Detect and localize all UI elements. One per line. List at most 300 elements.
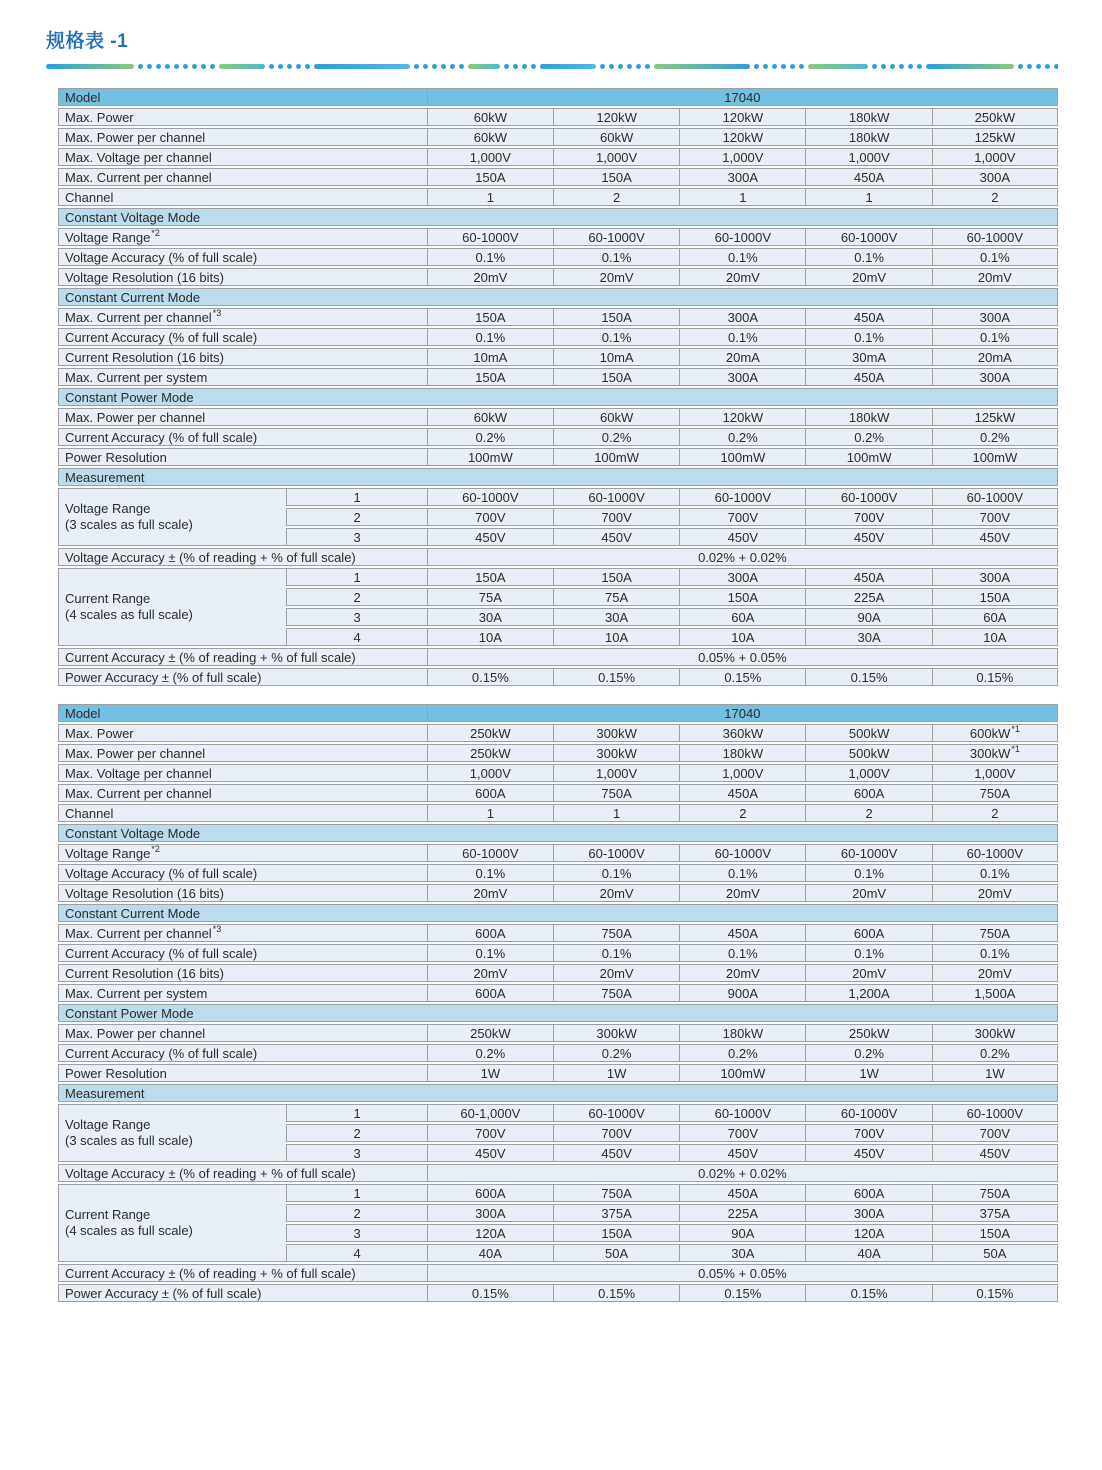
table-row <box>58 568 1058 586</box>
spec-value <box>679 1104 805 1122</box>
spec-value <box>932 1184 1058 1202</box>
spec-value <box>553 964 679 982</box>
spec-value-text: 600A <box>475 925 506 941</box>
row-label-text: Max. Current per channel <box>65 785 212 801</box>
spec-value <box>805 1284 931 1302</box>
spec-value-text: 1 <box>486 805 494 821</box>
row-label <box>58 784 427 802</box>
spec-value <box>427 764 553 782</box>
divider-dot <box>138 64 143 69</box>
spec-value <box>932 408 1058 426</box>
spec-value-text: 1,000V <box>722 765 764 781</box>
row-label-text: Current Accuracy (% of full scale) <box>65 429 258 445</box>
spec-value-text: 0.1% <box>854 945 884 961</box>
table-row <box>58 188 1058 206</box>
spec-value <box>427 628 553 646</box>
spec-value <box>427 1024 553 1042</box>
spec-value-text: 0.2% <box>728 429 758 445</box>
footnote-marker: *1 <box>1011 744 1020 755</box>
spec-value-text: 20mV <box>725 885 760 901</box>
row-label <box>58 668 427 686</box>
spec-value-text: 150A <box>727 589 759 605</box>
spec-value <box>805 348 931 366</box>
spec-value <box>932 1024 1058 1042</box>
section-header <box>58 288 1058 306</box>
spec-value-text: 60-1000V <box>588 229 645 245</box>
spec-value-text: 0.15% <box>598 1285 636 1301</box>
table-row <box>58 824 1058 842</box>
spec-value <box>679 448 805 466</box>
spec-value <box>932 368 1058 386</box>
row-sublabel-text: (3 scales as full scale) <box>65 517 193 532</box>
spec-value <box>679 268 805 286</box>
spec-value-text: 150A <box>601 569 632 585</box>
spec-value <box>932 268 1058 286</box>
spec-value <box>553 488 679 506</box>
table-row <box>58 348 1058 366</box>
spec-value <box>427 1264 1058 1282</box>
spec-value <box>805 784 931 802</box>
spec-value-text: 30A <box>731 1245 755 1261</box>
spec-value-text: 0.1% <box>601 329 632 345</box>
table-row <box>58 408 1058 426</box>
spec-value-text: 700V <box>475 509 506 525</box>
spec-value <box>427 348 553 366</box>
table-row <box>58 1164 1058 1182</box>
scale-number <box>286 568 426 586</box>
spec-value <box>427 588 553 606</box>
row-label <box>58 844 427 862</box>
spec-value <box>805 668 931 686</box>
spec-value <box>427 864 553 882</box>
spec-value <box>553 588 679 606</box>
spec-value-text: 300A <box>979 169 1011 185</box>
row-label-text: Max. Current per channel <box>65 925 212 941</box>
spec-value-text: 1,000V <box>848 149 890 165</box>
spec-value <box>932 884 1058 902</box>
row-label-text: Voltage Accuracy ± (% of reading + % of full scale) <box>65 549 356 565</box>
spec-value-text: 500kW <box>848 745 890 761</box>
spec-value <box>427 1144 553 1162</box>
spec-value <box>679 368 805 386</box>
spec-value <box>679 1024 805 1042</box>
table-row <box>58 448 1058 466</box>
spec-value-text: 500kW <box>848 725 890 741</box>
table-row <box>58 724 1058 742</box>
spec-value-text: 0.1% <box>854 865 884 881</box>
table-row <box>58 368 1058 386</box>
spec-value <box>679 1244 805 1262</box>
section-header-text: Constant Voltage Mode <box>65 825 201 841</box>
spec-value-text: 600A <box>475 985 506 1001</box>
spec-value <box>679 508 805 526</box>
spec-value-text: 300A <box>727 169 759 185</box>
row-label-text: Current Accuracy (% of full scale) <box>65 1045 258 1061</box>
spec-value-text: 60-1000V <box>462 489 519 505</box>
spec-value-text: 20mV <box>473 885 508 901</box>
spec-value <box>553 188 679 206</box>
spec-value <box>553 784 679 802</box>
spec-value <box>427 168 553 186</box>
divider-dot <box>1036 64 1041 69</box>
spec-value-text: 120kW <box>722 109 764 125</box>
row-label-text: Max. Power per channel <box>65 1025 206 1041</box>
spec-value-text: 0.02% + 0.02% <box>698 1165 787 1181</box>
spec-value <box>427 1184 553 1202</box>
spec-value-text: 360kW <box>722 725 764 741</box>
spec-table-2 <box>58 702 1058 1304</box>
row-label-text: Power Accuracy ± (% of full scale) <box>65 1285 262 1301</box>
footnote-marker: *3 <box>212 924 222 935</box>
spec-value-text: 60kW <box>599 409 634 425</box>
spec-value-text: 60-1000V <box>588 489 645 505</box>
table-row <box>58 1084 1058 1102</box>
tables-container <box>58 86 1058 1304</box>
spec-value <box>805 628 931 646</box>
divider-dot <box>201 64 206 69</box>
spec-value <box>679 168 805 186</box>
spec-value-text: 1 <box>739 189 747 205</box>
spec-value <box>427 1044 553 1062</box>
row-label <box>58 704 427 722</box>
spec-value-text: 30A <box>605 609 629 625</box>
row-label <box>58 1064 427 1082</box>
spec-value <box>932 328 1058 346</box>
row-label <box>58 448 427 466</box>
spec-value <box>553 228 679 246</box>
spec-value-text: 20mV <box>852 965 887 981</box>
row-label <box>58 884 427 902</box>
row-label-text: Max. Voltage per channel <box>65 765 212 781</box>
section-header <box>58 468 1058 486</box>
spec-value <box>427 228 553 246</box>
spec-value <box>805 248 931 266</box>
spec-value <box>553 108 679 126</box>
row-label-text: Max. Current per system <box>65 985 208 1001</box>
spec-value-text: 300A <box>979 309 1011 325</box>
row-label-text: Voltage Accuracy ± (% of reading + % of full scale) <box>65 1165 356 1181</box>
spec-value <box>932 528 1058 546</box>
spec-value-text: 450A <box>853 309 885 325</box>
divider-dot <box>600 64 605 69</box>
spec-value <box>553 944 679 962</box>
table-row <box>58 648 1058 666</box>
spec-value <box>805 1104 931 1122</box>
spec-value <box>805 764 931 782</box>
section-header-text: Constant Current Mode <box>65 905 201 921</box>
row-label <box>58 108 427 126</box>
spec-value-text: 300A <box>853 1205 885 1221</box>
spec-value-text: 20mV <box>725 965 760 981</box>
spec-value <box>553 1124 679 1142</box>
spec-value <box>932 1224 1058 1242</box>
spec-value <box>805 1244 931 1262</box>
divider-dot <box>269 64 274 69</box>
spec-value <box>427 488 553 506</box>
spec-value-text: 40A <box>857 1245 881 1261</box>
divider-dot <box>618 64 623 69</box>
spec-value-text: 0.1% <box>854 329 884 345</box>
spec-value-text: 700V <box>475 1125 506 1141</box>
row-label-text: Current Range <box>65 591 151 607</box>
spec-value-text: 50A <box>983 1245 1007 1261</box>
spec-value-text: 60-1000V <box>966 845 1024 861</box>
spec-value <box>427 648 1058 666</box>
spec-value <box>805 168 931 186</box>
spec-value-text: 0.1% <box>980 329 1010 345</box>
divider-dot <box>790 64 795 69</box>
spec-value-text: 180kW <box>722 1025 764 1041</box>
spec-value <box>805 1064 931 1082</box>
section-header <box>58 1084 1058 1102</box>
row-label <box>58 764 427 782</box>
spec-value <box>553 1244 679 1262</box>
spec-value-text: 450A <box>727 925 759 941</box>
spec-value <box>679 108 805 126</box>
row-label <box>58 148 427 166</box>
spec-value-text: 0.1% <box>980 945 1010 961</box>
row-label <box>58 168 427 186</box>
section-header-text: Constant Current Mode <box>65 289 201 305</box>
spec-value <box>427 148 553 166</box>
spec-value <box>427 268 553 286</box>
scale-number-text: 3 <box>353 529 361 545</box>
divider-dot <box>899 64 904 69</box>
spec-value-text: 0.15% <box>724 1285 762 1301</box>
scale-number-text: 1 <box>353 1185 361 1201</box>
spec-value-text: 30A <box>857 629 881 645</box>
spec-value-text: 150A <box>601 309 632 325</box>
table-row <box>58 388 1058 406</box>
spec-value-text: 100mW <box>594 449 639 465</box>
spec-value <box>805 148 931 166</box>
section-header-text: Measurement <box>65 1085 145 1101</box>
spec-value-text: 600A <box>475 785 506 801</box>
spec-value-text: 20mV <box>977 885 1012 901</box>
spec-value-text: 1,000V <box>596 765 638 781</box>
spec-value-text: 300kW <box>596 745 637 761</box>
table-row <box>58 488 1058 506</box>
spec-value-text: 60-1000V <box>588 845 645 861</box>
spec-value-text: 750A <box>601 985 632 1001</box>
spec-value-text: 30mA <box>852 349 887 365</box>
spec-value <box>553 448 679 466</box>
spec-value <box>427 188 553 206</box>
footnote-marker: *3 <box>212 308 222 319</box>
spec-value-text: 1 <box>612 805 621 821</box>
row-label-text: Max. Power per channel <box>65 409 206 425</box>
row-label-text: Current Resolution (16 bits) <box>65 349 224 365</box>
spec-value <box>679 588 805 606</box>
spec-value <box>805 428 931 446</box>
row-label <box>58 308 427 326</box>
spec-value <box>932 348 1058 366</box>
spec-value-text: 2 <box>991 805 999 821</box>
spec-value-text: 750A <box>979 785 1011 801</box>
spec-value-text: 100mW <box>972 449 1018 465</box>
spec-value <box>932 744 1058 762</box>
spec-value <box>553 528 679 546</box>
spec-value <box>679 884 805 902</box>
spec-value <box>679 864 805 882</box>
spec-value-text: 125kW <box>974 129 1016 145</box>
row-label <box>58 268 427 286</box>
spec-value <box>427 328 553 346</box>
section-header <box>58 388 1058 406</box>
row-label-text: Voltage Accuracy (% of full scale) <box>65 249 258 265</box>
spec-value-text: 250kW <box>974 109 1016 125</box>
spec-value-text: 20mV <box>852 885 887 901</box>
row-label <box>58 368 427 386</box>
divider-dot <box>432 64 437 69</box>
spec-value <box>679 1284 805 1302</box>
spec-value-text: 0.02% + 0.02% <box>698 549 787 565</box>
spec-value <box>679 984 805 1002</box>
spec-value <box>805 608 931 626</box>
spec-value <box>427 308 553 326</box>
spec-value-text: 60-1000V <box>966 1105 1024 1121</box>
spec-value <box>805 488 931 506</box>
spec-value-text: 0.1% <box>601 945 632 961</box>
row-label <box>58 88 427 106</box>
section-header-text: Constant Power Mode <box>65 389 194 405</box>
spec-value-text: 0.15% <box>850 1285 888 1301</box>
spec-value <box>932 168 1058 186</box>
spec-value-text: 300A <box>979 569 1011 585</box>
spec-value-text: 750A <box>979 925 1011 941</box>
spec-value-text: 450V <box>853 1145 885 1161</box>
spec-value-text: 60-1000V <box>588 1105 645 1121</box>
row-label <box>58 1264 427 1282</box>
row-label <box>58 964 427 982</box>
spec-value <box>932 488 1058 506</box>
row-label <box>58 228 427 246</box>
scale-number-text: 4 <box>353 1245 361 1261</box>
row-label <box>58 488 286 546</box>
table-row <box>58 428 1058 446</box>
spec-value <box>805 188 931 206</box>
divider-dot <box>504 64 509 69</box>
spec-value-text: 10A <box>605 629 629 645</box>
spec-value <box>805 724 931 742</box>
spec-value-text: 20mV <box>599 885 634 901</box>
divider-dash <box>468 64 500 69</box>
spec-value-text: 10A <box>478 629 502 645</box>
spec-value <box>553 884 679 902</box>
spec-value-text: 0.15% <box>471 1285 509 1301</box>
spec-value-text: 600A <box>853 785 885 801</box>
table-row <box>58 228 1058 246</box>
spec-value-text: 20mV <box>977 965 1012 981</box>
spec-value <box>679 148 805 166</box>
spec-value-text: 60kW <box>473 109 507 125</box>
row-sublabel-text: (4 scales as full scale) <box>65 607 193 622</box>
row-label <box>58 648 427 666</box>
spec-value <box>805 864 931 882</box>
row-label <box>58 428 427 446</box>
row-label-text: Power Resolution <box>65 449 167 465</box>
spec-value <box>553 844 679 862</box>
spec-value <box>553 128 679 146</box>
spec-value-text: 0.2% <box>728 1045 758 1061</box>
spec-value-text: 60-1000V <box>714 1105 772 1121</box>
table-row <box>58 784 1058 802</box>
row-label <box>58 328 427 346</box>
spec-value <box>805 1204 931 1222</box>
spec-value-text: 225A <box>853 589 885 605</box>
row-label <box>58 944 427 962</box>
spec-value-text: 700V <box>979 509 1011 525</box>
spec-value <box>553 568 679 586</box>
spec-value-text: 450V <box>475 529 506 545</box>
spec-value-text: 0.2% <box>854 429 884 445</box>
spec-value <box>679 228 805 246</box>
footnote-marker: *2 <box>151 228 160 239</box>
spec-value <box>427 548 1058 566</box>
spec-value <box>553 1044 679 1062</box>
spec-value <box>932 1244 1058 1262</box>
spec-value <box>679 668 805 686</box>
spec-value-text: 150A <box>475 369 506 385</box>
model-value <box>427 704 1058 722</box>
spec-value <box>932 1104 1058 1122</box>
scale-number <box>286 588 426 606</box>
row-label-text: Power Resolution <box>65 1065 167 1081</box>
row-sublabel-text: (3 scales as full scale) <box>65 1133 193 1148</box>
spec-value <box>679 248 805 266</box>
spec-value-text: 1,000V <box>848 765 890 781</box>
scale-number <box>286 1184 426 1202</box>
table-row <box>58 248 1058 266</box>
row-label-text: Max. Current per channel <box>65 309 212 325</box>
spec-value <box>805 368 931 386</box>
table-row <box>58 328 1058 346</box>
spec-value <box>805 1184 931 1202</box>
scale-number-text: 2 <box>353 1205 361 1221</box>
spec-value-text: 450A <box>853 369 885 385</box>
spec-value <box>553 924 679 942</box>
spec-value <box>553 1224 679 1242</box>
spec-value-text: 180kW <box>848 109 890 125</box>
spec-value-text: 250kW <box>848 1025 890 1041</box>
spec-value <box>932 844 1058 862</box>
spec-value-text: 150A <box>475 569 506 585</box>
spec-value <box>427 108 553 126</box>
spec-value-text: 150A <box>979 1225 1011 1241</box>
spec-value-text: 450V <box>475 1145 506 1161</box>
spec-value <box>427 964 553 982</box>
row-label-text: Max. Power <box>65 725 134 741</box>
spec-value <box>805 268 931 286</box>
spec-value <box>427 1204 553 1222</box>
spec-value <box>427 784 553 802</box>
spec-value <box>427 844 553 862</box>
row-label-text: Max. Voltage per channel <box>65 149 212 165</box>
table-row <box>58 704 1058 722</box>
spec-value <box>427 884 553 902</box>
spec-value <box>427 448 553 466</box>
spec-value-text: 60-1000V <box>462 845 519 861</box>
row-label-text: Current Accuracy (% of full scale) <box>65 329 258 345</box>
row-label-text: Max. Power <box>65 109 134 125</box>
spec-value <box>805 884 931 902</box>
row-label-text: Current Range <box>65 1207 151 1223</box>
divider-dot <box>522 64 527 69</box>
spec-value <box>427 1064 553 1082</box>
spec-value <box>679 1044 805 1062</box>
spec-value <box>679 1224 805 1242</box>
spec-value <box>805 984 931 1002</box>
